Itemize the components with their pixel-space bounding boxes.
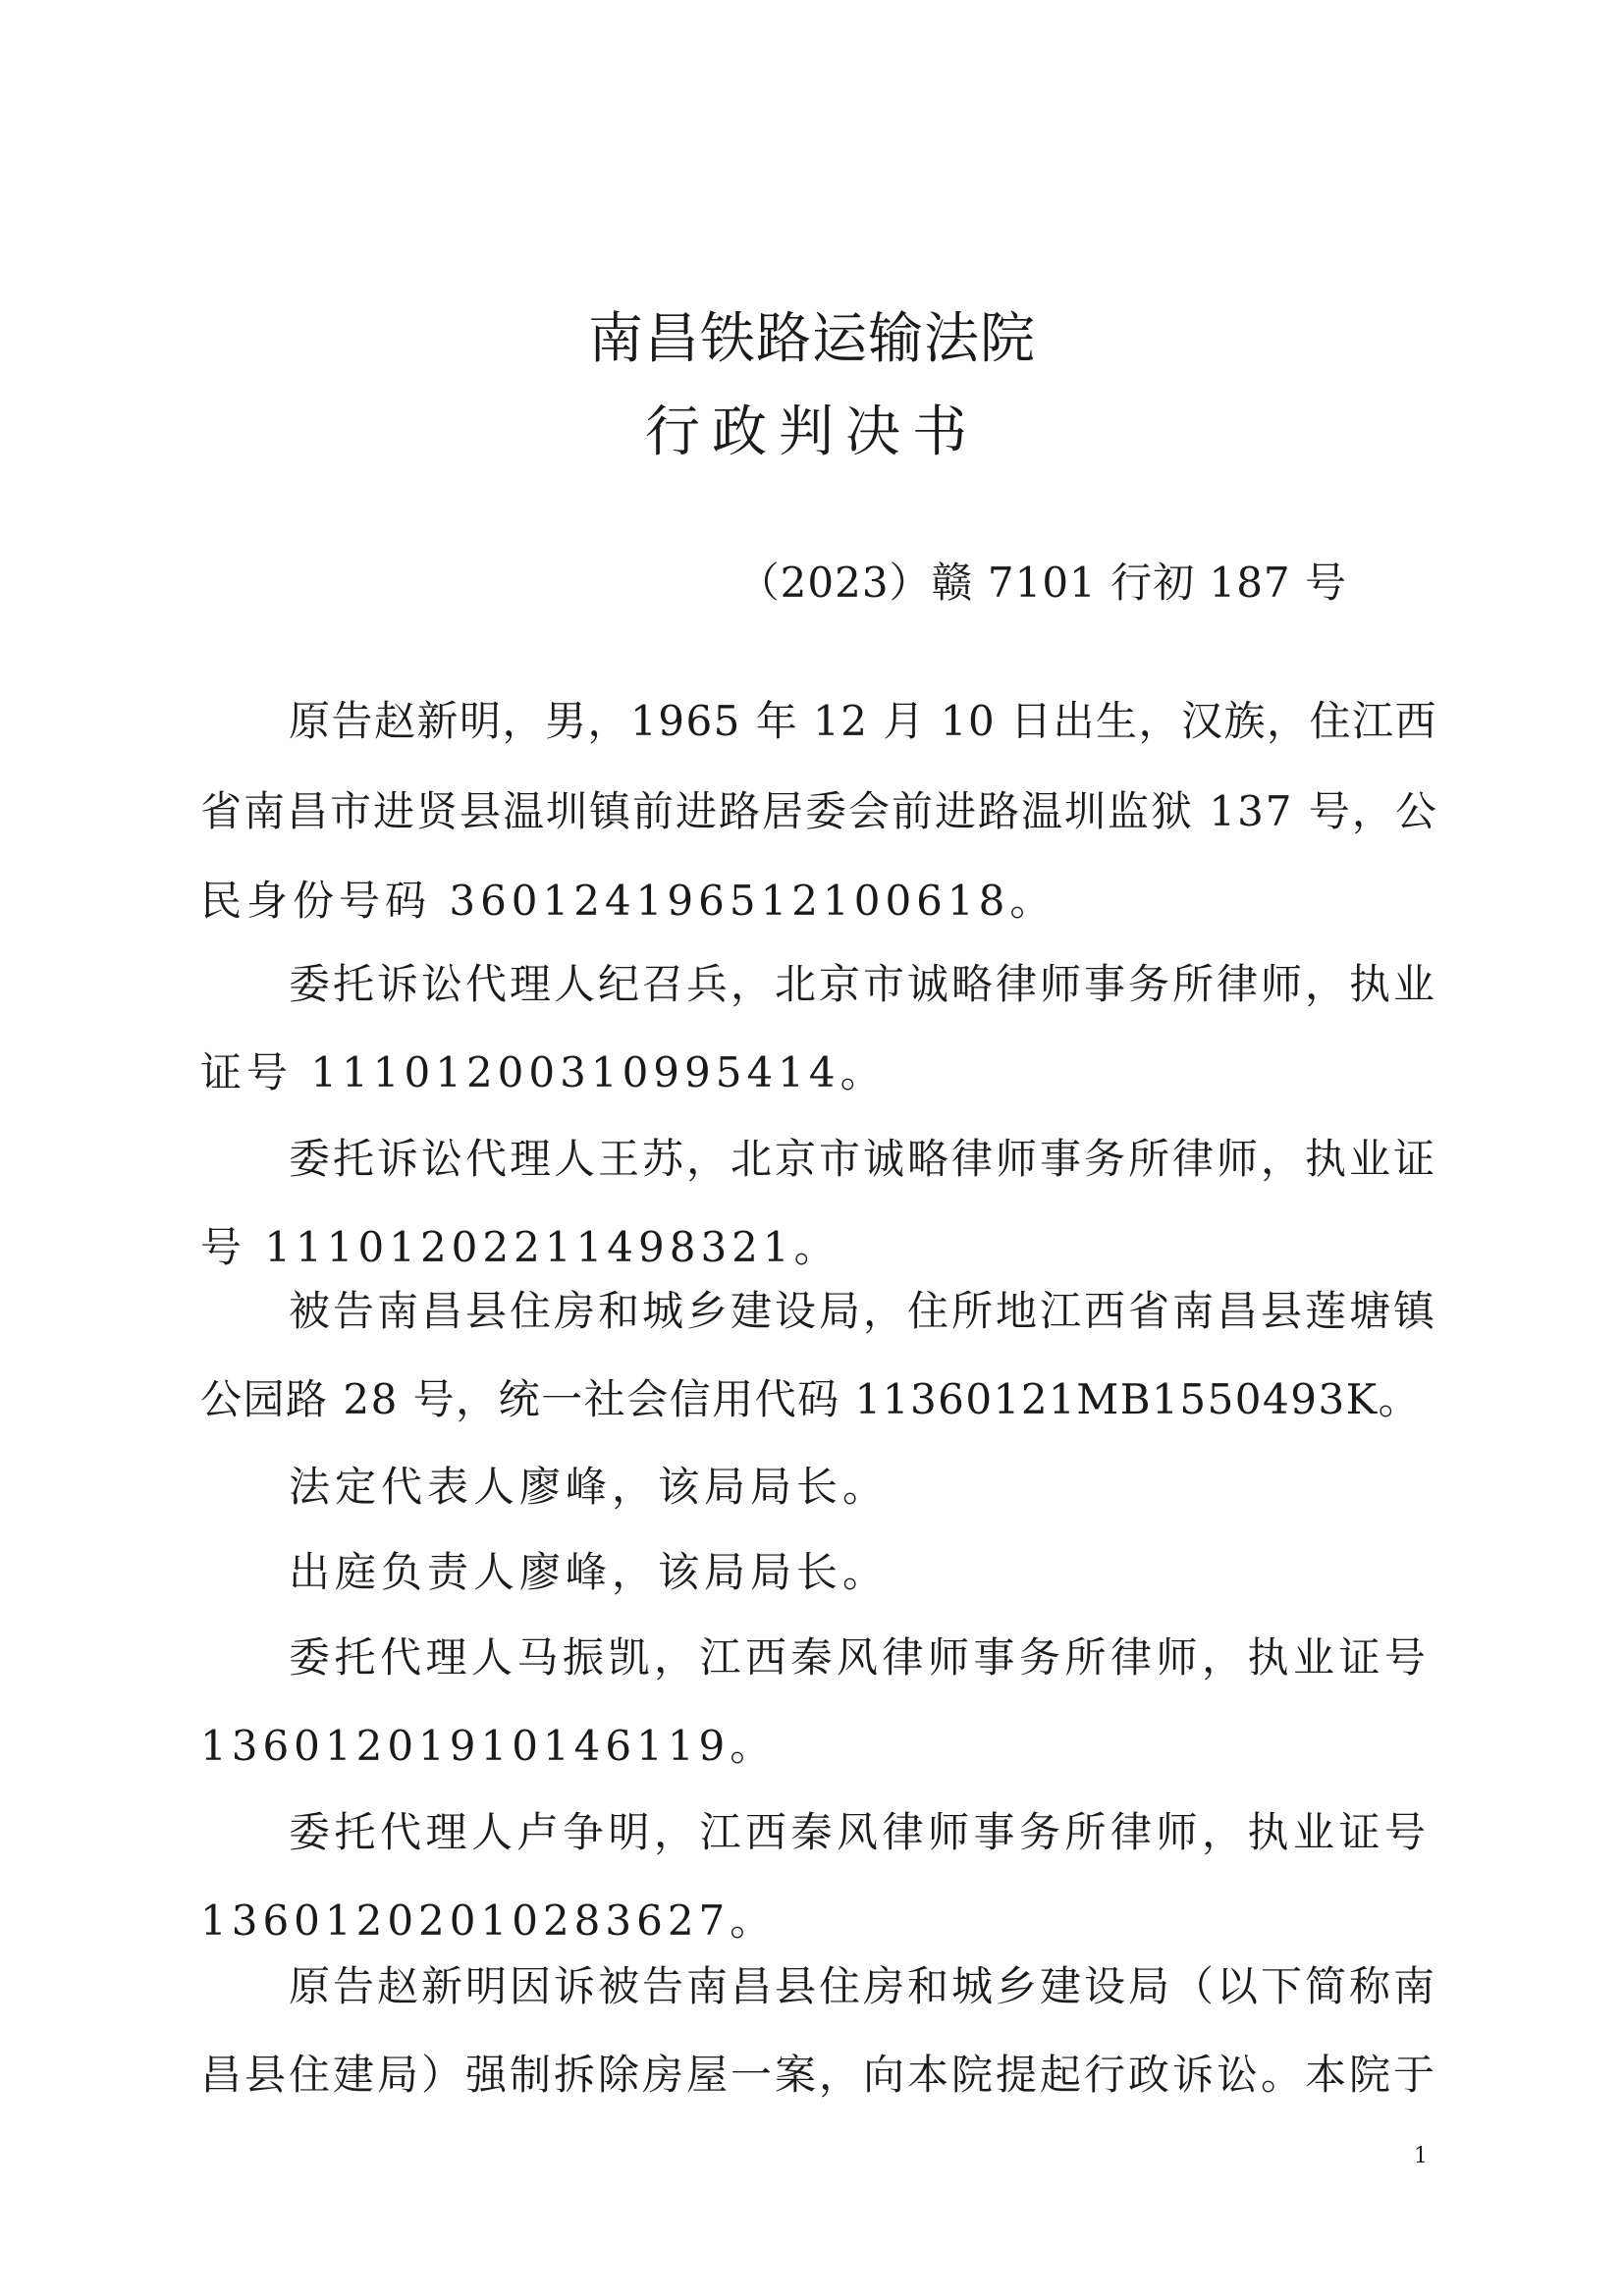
text-line: 原告赵新明因诉被告南昌县住房和城乡建设局（以下简称南 [289,1962,1438,2010]
page-number: 1 [1414,2144,1428,2168]
text-line: 被告南昌县住房和城乡建设局，住所地江西省南昌县莲塘镇 [289,1287,1438,1335]
text-line: 委托诉讼代理人纪召兵，北京市诚略律师事务所律师，执业 [289,960,1438,1008]
text-line: 委托代理人卢争明，江西秦风律师事务所律师，执业证号 [289,1808,1431,1856]
text-line: 委托代理人马振凯，江西秦风律师事务所律师，执业证号 [289,1633,1431,1682]
text-line: 证号 11101200310995414。 [200,1048,887,1096]
text-line: 省南昌市进贤县温圳镇前进路居委会前进路温圳监狱 137 号，公 [200,787,1438,835]
case-number: （2023）赣 7101 行初 187 号 [737,559,1347,607]
text-line: 13601202010283627。 [200,1896,777,1945]
document-type-title: 行政判决书 [645,400,979,464]
court-name: 南昌铁路运输法院 [588,307,1036,371]
text-line: 出庭负责人廖峰，该局局长。 [289,1548,890,1596]
text-line: 公园路 28 号，统一社会信用代码 11360121MB1550493K。 [200,1375,1422,1423]
text-line: 法定代表人廖峰，该局局长。 [289,1463,890,1511]
text-line: 委托诉讼代理人王苏，北京市诚略律师事务所律师，执业证 [289,1135,1438,1183]
text-line: 号 11101202211498321。 [200,1223,840,1271]
text-line: 原告赵新明，男，1965 年 12 月 10 日出生，汉族，住江西 [289,697,1438,745]
text-line: 昌县住建局）强制拆除房屋一案，向本院提起行政诉讼。本院于 [200,2051,1438,2099]
text-line: 13601201910146119。 [200,1722,777,1770]
text-line: 民身份号码 360124196512100618。 [200,877,1056,925]
